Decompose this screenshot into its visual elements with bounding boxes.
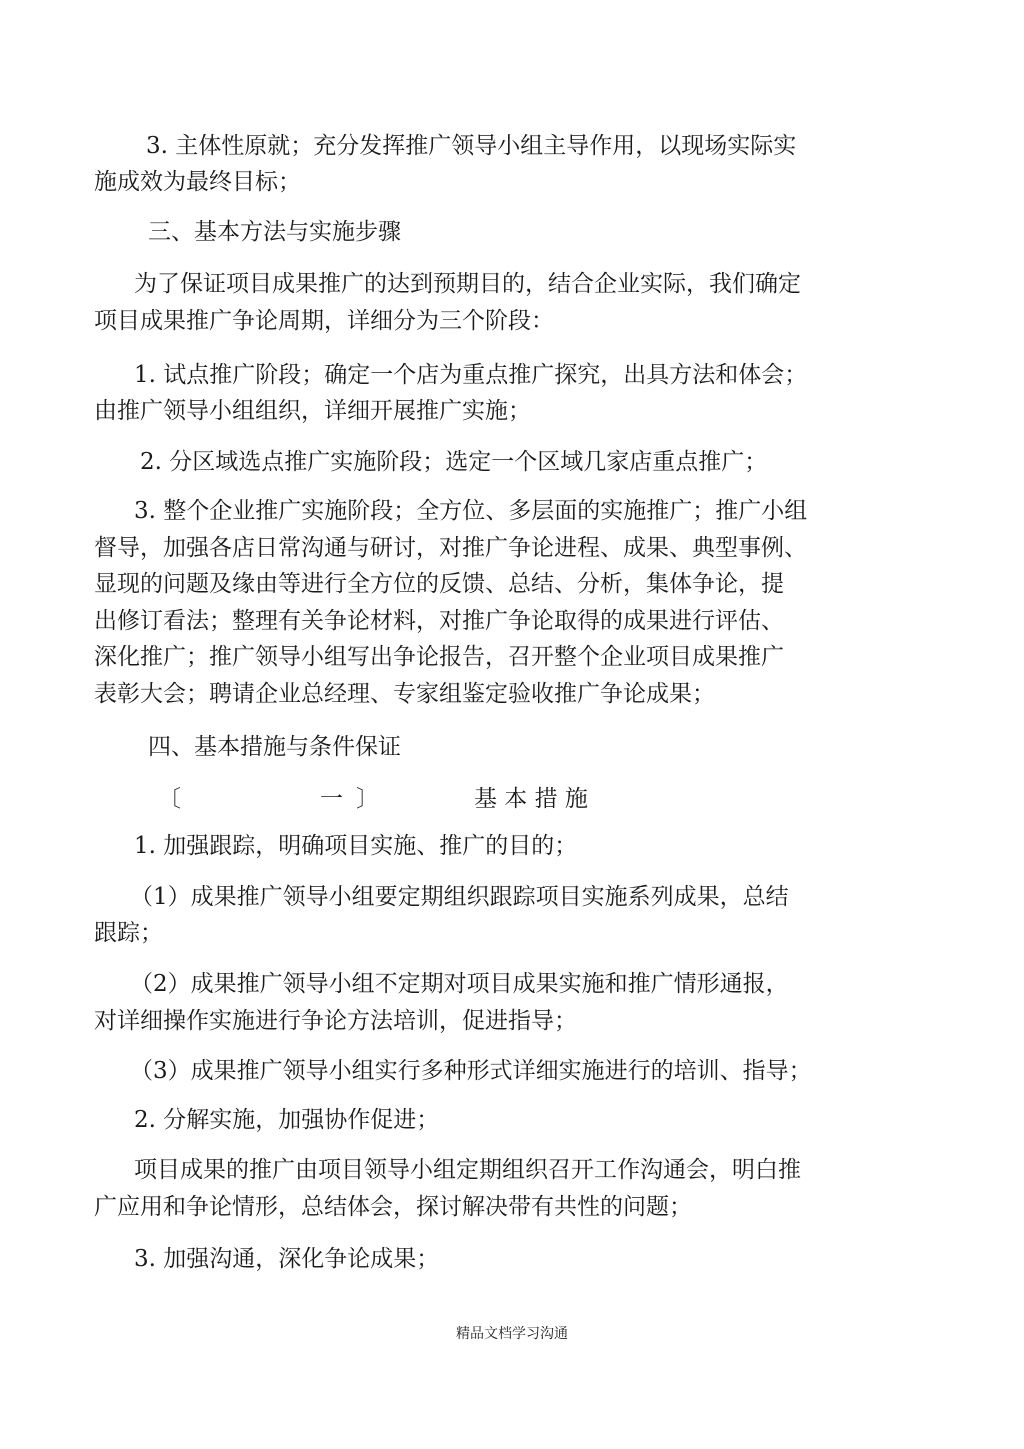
page-footer: 精品文档学习沟通: [456, 1326, 568, 1342]
paragraph-line: 深化推广；推广领导小组写出争论报告，召开整个企业项目成果推广: [94, 644, 784, 670]
paragraph-line: 2. 分区域选点推广实施阶段；选定一个区域几家店重点推广；: [140, 449, 768, 475]
paragraph-line: 项目成果推广争论周期，详细分为三个阶段：: [94, 308, 554, 334]
paragraph-line: 由推广领导小组组织，详细开展推广实施；: [94, 398, 531, 424]
paragraph-line: 3. 整个企业推广实施阶段；全方位、多层面的实施推广；推广小组: [134, 498, 808, 524]
paragraph-line: 广应用和争论情形，总结体会，探讨解决带有共性的问题；: [94, 1194, 692, 1220]
paragraph-line: （1）成果推广领导小组要定期组织跟踪项目实施系列成果，总结: [130, 884, 789, 910]
paragraph-line: 为了保证项目成果推广的达到预期目的，结合企业实际，我们确定: [134, 271, 801, 297]
paragraph-line: 对详细操作实施进行争论方法培训，促进指导；: [94, 1008, 577, 1034]
paragraph-line: 表彰大会；聘请企业总经理、专家组鉴定验收推广争论成果；: [94, 681, 715, 707]
paragraph-line: 1. 试点推广阶段；确定一个店为重点推广探究，出具方法和体会；: [134, 362, 808, 388]
paragraph-line: （2）成果推广领导小组不定期对项目成果实施和推广情形通报，: [130, 971, 789, 997]
close-bracket: 〕: [356, 786, 379, 812]
paragraph-line: 出修订看法；整理有关争论材料，对推广争论取得的成果进行评估、: [94, 608, 784, 634]
paragraph-line: 显现的问题及缘由等进行全方位的反馈、总结、分析，集体争论，提: [94, 571, 784, 597]
section-heading: 四、基本措施与条件保证: [148, 734, 401, 760]
paragraph-line: 3. 加强沟通，深化争论成果；: [134, 1246, 440, 1272]
paragraph-line: 施成效为最终目标；: [94, 169, 301, 195]
paragraph-line: 1. 加强跟踪，明确项目实施、推广的目的；: [134, 833, 578, 859]
paragraph-line: （3）成果推广领导小组实行多种形式详细实施进行的培训、指导；: [130, 1058, 812, 1084]
subsection-heading: [0, 784, 1024, 814]
paragraph-line: 跟踪；: [94, 920, 163, 946]
section-heading: 三、基本方法与实施步骤: [148, 219, 401, 245]
paragraph-line: 3. 主体性原就；充分发挥推广领导小组主导作用，以现场实际实: [146, 133, 797, 159]
paragraph-line: 督导，加强各店日常沟通与研讨，对推广争论进程、成果、典型事例、: [94, 535, 807, 561]
open-bracket: 〔: [158, 786, 181, 812]
subsection-title: 基 本 措 施: [474, 786, 588, 812]
paragraph-line: 2. 分解实施，加强协作促进；: [134, 1107, 440, 1133]
paragraph-line: 项目成果的推广由项目领导小组定期组织召开工作沟通会，明白推: [134, 1157, 801, 1183]
subsection-number: 一: [320, 786, 343, 812]
